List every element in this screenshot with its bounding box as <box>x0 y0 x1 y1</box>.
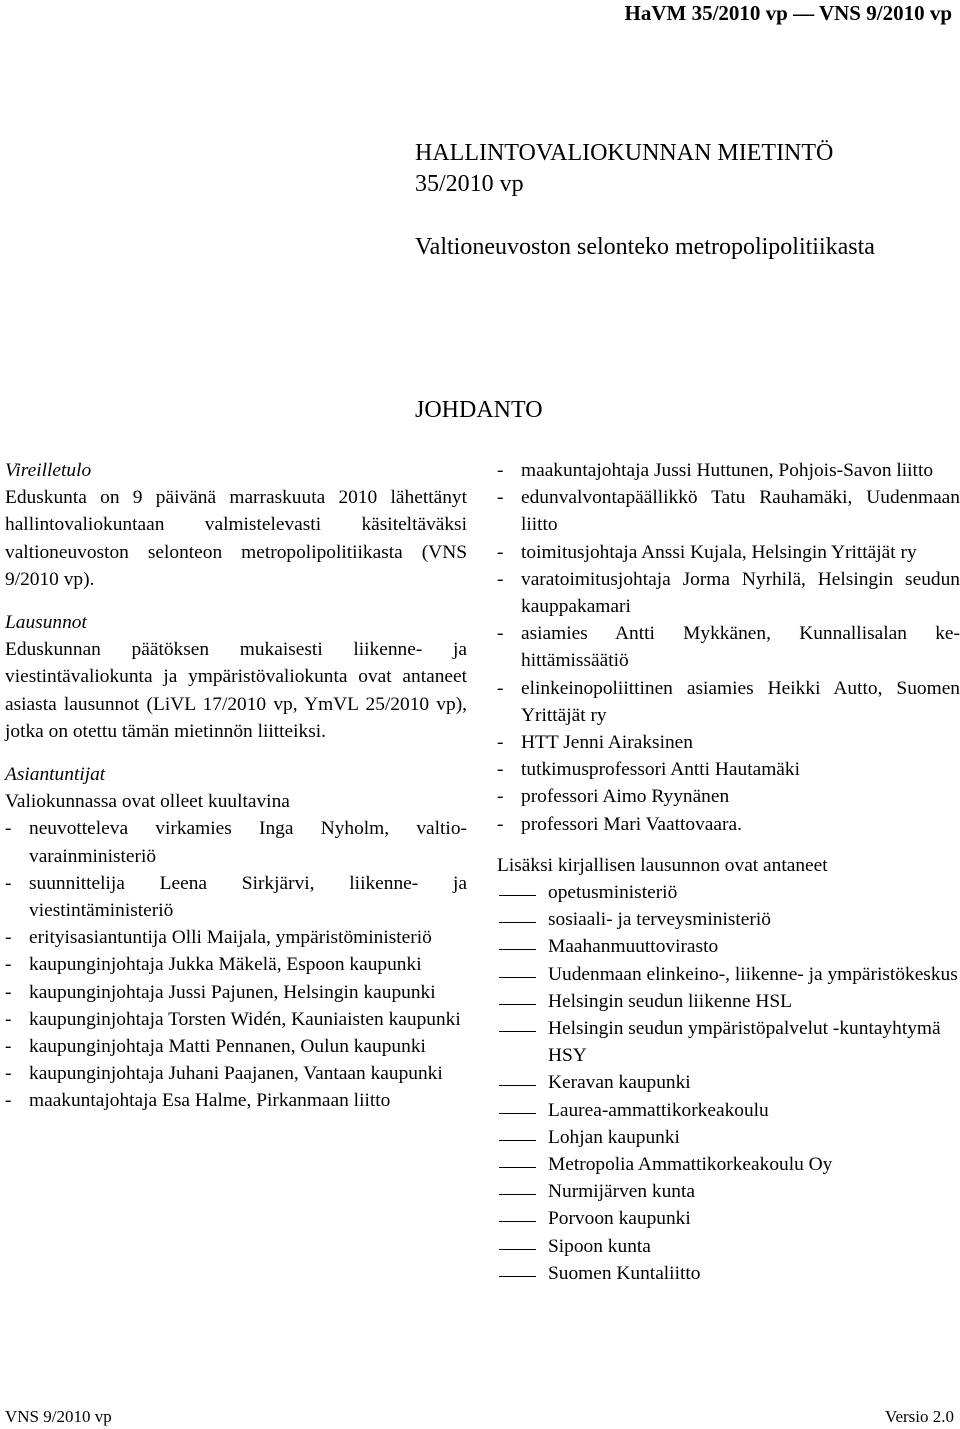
list-dash: - <box>497 759 504 781</box>
list-dash: - <box>497 732 504 754</box>
footer-version: Versio 2.0 <box>885 1407 954 1426</box>
list-item <box>497 961 960 988</box>
list-dash: - <box>497 487 504 509</box>
report-title-line-1: HALLINTOVALIOKUNNAN MIETINTÖ <box>415 140 834 166</box>
list-dash: - <box>497 568 504 590</box>
footer-document-id: VNS 9/2010 vp <box>5 1407 112 1426</box>
list-item-text: Helsingin seudun liikenne HSL <box>548 990 792 1012</box>
list-item <box>497 811 960 838</box>
em-dash-line <box>499 1015 536 1032</box>
em-dash-line <box>499 1205 536 1222</box>
em-dash-line <box>499 1151 536 1168</box>
list-item-text: Nurmijärven kunta <box>548 1181 696 1203</box>
list-item-text: Metropolia Ammattikorkeakoulu Oy <box>548 1154 833 1176</box>
list-dash: - <box>5 1036 12 1058</box>
list-item-text: Keravan kaupunki <box>548 1072 691 1094</box>
em-dash-line <box>499 1097 536 1114</box>
list-item-text: Sipoon kunta <box>548 1235 651 1257</box>
list-item <box>497 906 960 933</box>
written-statements-list <box>497 879 960 1287</box>
list-dash: - <box>497 623 504 645</box>
list-item-text: Maahanmuuttovirasto <box>548 936 719 958</box>
list-item-text: HTT Jenni Airaksinen <box>521 732 693 754</box>
list-dash: - <box>497 677 504 699</box>
list-item-text: neuvotteleva virkamies Inga Nyholm, valtiovarainministeriö <box>29 818 467 867</box>
list-item-text: Porvoon kaupunki <box>548 1208 691 1230</box>
vireilletulo-heading: Vireilletulo <box>5 460 92 481</box>
list-item <box>497 933 960 960</box>
list-dash: - <box>5 954 12 976</box>
list-item-text: toimitusjohtaja Anssi Kujala, Helsingin Yrittäjät ry <box>521 541 917 563</box>
em-dash-line <box>499 988 536 1005</box>
list-item <box>497 756 960 783</box>
list-item-text: Laurea-ammattikorkeakoulu <box>548 1099 769 1121</box>
list-item <box>497 457 960 484</box>
list-item-text: Suomen Kuntaliitto <box>548 1262 701 1284</box>
list-item-text: maakuntajohtaja Esa Halme, Pirkanmaan liitto <box>29 1090 391 1112</box>
em-dash-line <box>499 1260 536 1277</box>
list-dash: - <box>497 813 504 835</box>
list-item <box>497 620 960 674</box>
report-title <box>415 138 833 200</box>
list-item-text: edunvalvontapäällikkö Tatu Rauhamäki, Uudenmaan liitto <box>521 487 960 536</box>
em-dash-line <box>499 1233 536 1250</box>
lausunnot-heading: Lausunnot <box>5 612 87 634</box>
em-dash-line <box>499 961 536 978</box>
list-item <box>497 988 960 1015</box>
list-item <box>497 675 960 729</box>
list-item <box>5 979 467 1006</box>
list-item <box>5 1060 467 1087</box>
list-dash: - <box>5 1063 12 1085</box>
list-item <box>5 924 467 951</box>
list-dash: - <box>5 981 12 1003</box>
list-item <box>5 870 467 924</box>
list-item-text: asiamies Antti Mykkänen, Kunnallisalan kehittämissäätiö <box>521 623 960 672</box>
expert-list-right <box>497 457 960 838</box>
report-subtitle: Valtioneuvoston selonteko metropolipolitiikasta <box>415 234 875 260</box>
list-item <box>497 783 960 810</box>
list-item-text: opetusministeriö <box>548 882 678 904</box>
written-statements-intro: Lisäksi kirjallisen lausunnon ovat antaneet <box>497 854 828 876</box>
list-dash: - <box>497 541 504 563</box>
list-item-text: professori Aimo Ryynänen <box>521 786 730 808</box>
left-column <box>5 457 467 1115</box>
list-item <box>5 1087 467 1114</box>
list-item <box>497 1124 960 1151</box>
right-column <box>497 457 960 1287</box>
list-item-text: maakuntajohtaja Jussi Huttunen, Pohjois-Savon liitto <box>521 460 934 481</box>
list-item <box>5 815 467 869</box>
list-item-text: Helsingin seudun ympäristöpalvelut -kuntayhtymä HSY <box>548 1018 941 1067</box>
list-item-text: kaupunginjohtaja Juhani Paajanen, Vantaan kaupunki <box>29 1063 443 1085</box>
list-item-text: Lohjan kaupunki <box>548 1126 680 1148</box>
list-dash: - <box>497 786 504 808</box>
list-item-text: elinkeinopoliittinen asiamies Heikki Autto, Suomen Yrittäjät ry <box>521 677 960 726</box>
list-dash: - <box>5 1090 12 1112</box>
running-header: HaVM 35/2010 vp — VNS 9/2010 vp <box>624 1 952 25</box>
list-item <box>497 1205 960 1232</box>
list-item-text: erityisasiantuntija Olli Maijala, ympäristöministeriö <box>29 927 432 949</box>
list-item-text: professori Mari Vaattovaara. <box>521 813 742 835</box>
list-item <box>497 1151 960 1178</box>
section-heading: JOHDANTO <box>415 397 543 423</box>
list-dash: - <box>5 1008 12 1030</box>
list-item-text: kaupunginjohtaja Torsten Widén, Kauniaisten kaupunki <box>29 1008 461 1030</box>
list-item <box>497 1097 960 1124</box>
list-item <box>5 1033 467 1060</box>
list-item <box>497 1069 960 1096</box>
list-item-text: kaupunginjohtaja Jussi Pajunen, Helsingin kaupunki <box>29 981 436 1003</box>
list-dash: - <box>497 460 504 481</box>
em-dash-line <box>499 906 536 923</box>
list-item-text: Uudenmaan elinkeino-, liikenne- ja ympäristökeskus <box>548 963 958 985</box>
list-item-text: kaupunginjohtaja Jukka Mäkelä, Espoon kaupunki <box>29 954 422 976</box>
expert-list-left <box>5 815 467 1114</box>
list-item <box>497 1178 960 1205</box>
list-dash: - <box>5 927 12 949</box>
list-item <box>5 951 467 978</box>
list-dash: - <box>5 818 12 840</box>
list-item <box>497 1260 960 1287</box>
list-item <box>497 566 960 620</box>
em-dash-line <box>499 1069 536 1086</box>
list-item <box>497 729 960 756</box>
list-dash: - <box>5 872 12 894</box>
list-item <box>497 484 960 538</box>
asiantuntijat-heading: Asiantuntijat <box>5 764 106 786</box>
em-dash-line <box>499 1124 536 1141</box>
list-item <box>497 1015 960 1069</box>
list-item <box>497 539 960 566</box>
list-item-text: tutkimusprofessori Antti Hautamäki <box>521 759 800 781</box>
list-item <box>497 1233 960 1260</box>
lausunnot-text: Eduskunnan päätöksen mukaisesti liikenne- ja viestintävaliokunta ja ympäristövaliokunta ovat antaneet asiasta lausunnot (LiVL 17/2010 vp, YmVL 25/2010 vp), jotka on otettu tämän mietinnön liitteiksi. <box>5 639 467 742</box>
vireilletulo-text: Eduskunta on 9 päivänä marraskuuta 2010 lähettänyt hallintovaliokuntaan valmistelevasti käsiteltäväksi valtioneuvoston selonteon metropolipolitiikasta (VNS 9/2010 vp). <box>5 487 467 590</box>
list-item-text: sosiaali- ja terveysministeriö <box>548 909 771 931</box>
list-item-text: suunnittelija Leena Sirkjärvi, liikenne- ja viestintäministeriö <box>29 872 467 922</box>
list-item <box>5 1006 467 1033</box>
list-item-text: varatoimitusjohtaja Jorma Nyrhilä, Helsingin seudun kauppakamari <box>521 568 960 618</box>
list-item-text: kaupunginjohtaja Matti Pennanen, Oulun kaupunki <box>29 1036 426 1058</box>
list-item <box>497 879 960 906</box>
em-dash-line <box>499 879 536 896</box>
em-dash-line <box>499 1178 536 1195</box>
report-title-line-2: 35/2010 vp <box>415 171 524 197</box>
asiantuntijat-intro: Valiokunnassa ovat olleet kuultavina <box>5 791 290 813</box>
em-dash-line <box>499 933 536 950</box>
